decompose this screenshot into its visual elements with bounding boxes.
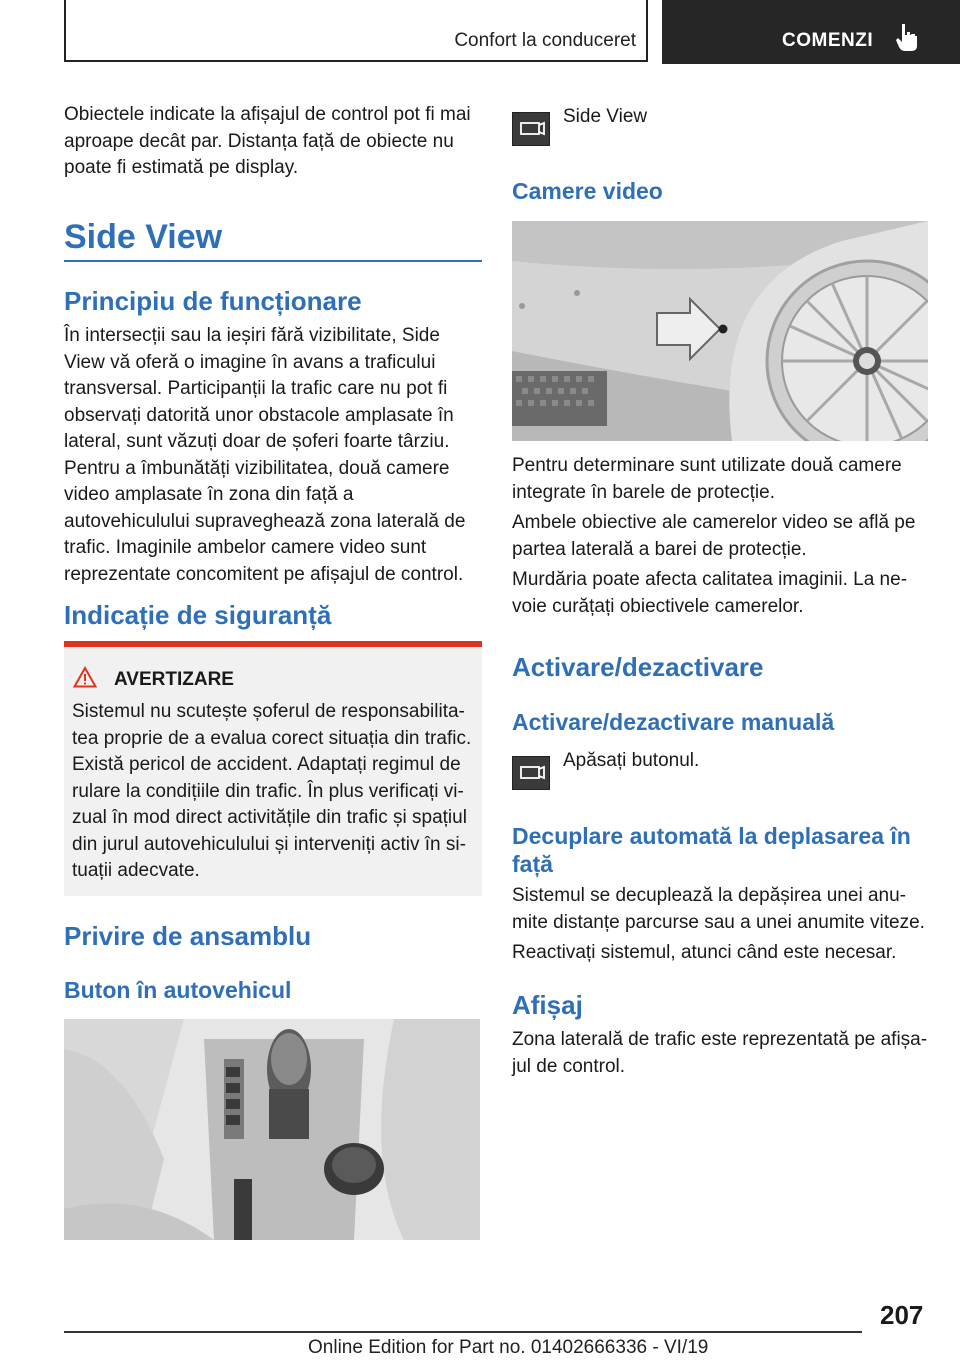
button-heading: Buton în autovehicul (64, 977, 292, 1003)
pointing-hand-icon (894, 22, 920, 52)
bumper-camera-image (512, 221, 928, 441)
warning-bar (64, 641, 482, 647)
warning-box (64, 641, 482, 896)
principle-heading: Principiu de funcționare (64, 286, 362, 316)
warning-triangle-icon (73, 666, 97, 688)
manual-activation-heading: Activare/dezactivare manuală (512, 709, 835, 735)
auto-disable-paragraph-2: Reactivați sistemul, atunci când este necesar. (512, 942, 897, 963)
page-title: Side View (64, 218, 223, 256)
cameras-paragraph-2: Ambele obiective ale camerelor video se află pe partea laterală a barei de protecție. (512, 512, 916, 560)
display-heading: Afișaj (512, 990, 583, 1020)
interior-console-image (64, 1019, 480, 1240)
intro-paragraph: Obiectele indicate la afișajul de control pot fi mai aproape decât par. Distanța față de obiecte nu poate fi estimată pe display. (64, 104, 471, 178)
header-section-box (64, 0, 648, 62)
activation-heading: Activare/dezactivare (512, 652, 764, 682)
auto-disable-heading: Decuplare automată la deplasarea în față (512, 823, 911, 877)
side-view-button-icon-2 (512, 756, 550, 790)
overview-heading: Privire de ansamblu (64, 921, 312, 951)
side-view-icon-caption: Side View (563, 106, 648, 127)
warning-text: Sistemul nu scutește șoferul de responsabilitatea proprie de a evalua corect situația din trafic. Există pericol de accident. Adaptați regimul de rulare la condițiile din trafic. În plus verificați vizual în mod direct activitățile din trafic și spațiul din jurul autovehiculului și interveniți activ în situații adecvate. (72, 701, 472, 881)
cameras-heading: Camere video (512, 178, 663, 204)
auto-disable-paragraph-1: Sistemul se decuplează la depășirea unei anumite distanțe parcurse sau a unei anumite viteze. (512, 885, 925, 933)
principle-paragraph: În intersecții sau la ieșiri fără vizibilitate, Side View vă oferă o imagine în avans a traficului transversal. Participanții la trafic care nu pot fi observați datorită unor obstacole amplasate în lateral, sunt văzuți doar de șoferi foarte târziu. Pentru a îmbunătăți vizibilitatea, două camere video amplasate în zona din față a autovehiculului supraveghează zona laterală de trafic. Imaginile ambelor camere video sunt reprezentate concomitent pe afișajul de control. (64, 325, 466, 585)
display-paragraph: Zona laterală de trafic este reprezentată pe afișajul de control. (512, 1029, 928, 1077)
footer-divider (64, 1331, 862, 1333)
chapter-label: COMENZI (782, 30, 874, 51)
warning-label: AVERTIZARE (114, 669, 234, 690)
side-view-button-icon (512, 112, 550, 146)
safety-heading: Indicație de siguranță (64, 600, 332, 630)
title-underline (64, 260, 482, 262)
page-number: 207 (880, 1300, 924, 1330)
section-title: Confort la conduceret (454, 30, 636, 51)
press-button-text: Apăsați butonul. (563, 750, 700, 771)
cameras-paragraph-3: Murdăria poate afecta calitatea imaginii. La nevoie curățați obiectivele camerelor. (512, 569, 908, 617)
chapter-tab (662, 0, 960, 64)
cameras-paragraph-1: Pentru determinare sunt utilizate două camere integrate în barele de protecție. (512, 455, 902, 503)
edition-text: Online Edition for Part no. 01402666336 - VI/19 (308, 1337, 709, 1358)
